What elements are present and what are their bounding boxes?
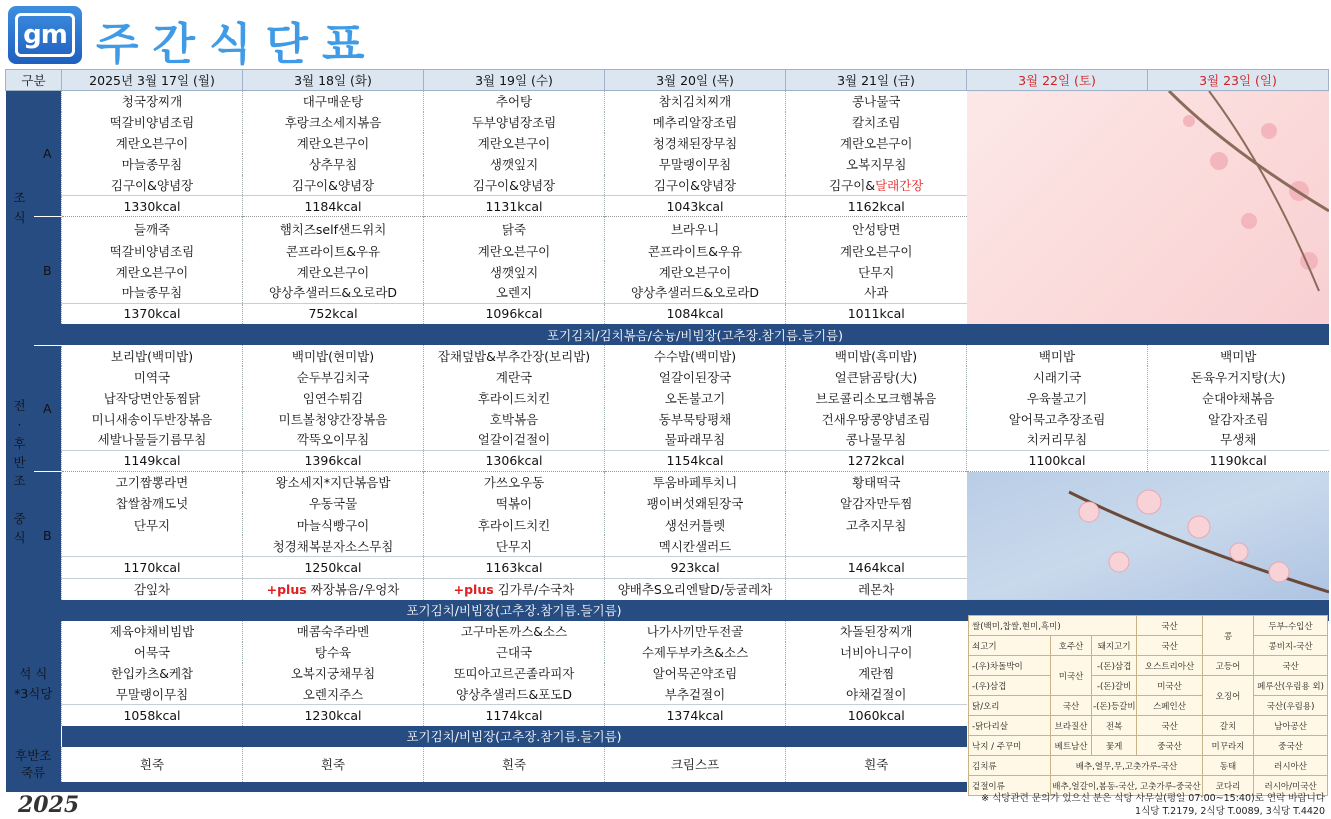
menu-cell: 계란찜 (786, 663, 967, 684)
menu-cell: 납작당면안동찜닭 (62, 387, 243, 408)
origin-cell: -닭다리살 (969, 716, 1051, 736)
menu-cell: 황태떡국 (786, 471, 967, 492)
menu-cell: 제육야채비빔밥 (62, 621, 243, 642)
origin-cell: 국산 (1254, 656, 1328, 676)
origin-cell: 쌀(백미,찹쌀,현미,흑미) (969, 616, 1137, 636)
section-porridge: 후반조 죽류 (6, 747, 62, 782)
origin-cell: 국산 (1137, 636, 1203, 656)
menu-cell: 돈육우거지탕(大) (1148, 366, 1329, 387)
menu-cell: 야채겉절이 (786, 684, 967, 705)
menu-cell: 콘프라이트&우유 (243, 240, 424, 261)
menu-cell: 양상추샐러드&포도D (424, 684, 605, 705)
menu-cell: 1190kcal (1148, 450, 1329, 471)
origin-cell: 호주산 (1051, 636, 1092, 656)
menu-cell: 참치김치찌개 (605, 91, 786, 112)
menu-cell: 추어탕 (424, 91, 605, 112)
origin-row (969, 756, 1328, 776)
menu-cell: 시래기국 (967, 366, 1148, 387)
menu-cell: 매콤숙주라멘 (243, 621, 424, 642)
table-row (6, 387, 1329, 408)
header-day: 3월 21일 (금) (786, 70, 967, 91)
menu-cell: 김구이&양념장 (424, 175, 605, 196)
table-row (6, 429, 1329, 450)
page-title: 주간식단표 (96, 19, 379, 70)
gm-logo (8, 6, 82, 64)
origin-cell: 남아공산 (1254, 716, 1328, 736)
menu-cell: 오돈불고기 (605, 387, 786, 408)
menu-cell: 브라우니 (605, 217, 786, 241)
table-row (6, 345, 1329, 366)
menu-cell: 투움바페투치니 (605, 471, 786, 492)
menu-cell: 계란오븐구이 (243, 133, 424, 154)
menu-cell: 1184kcal (243, 196, 424, 217)
origin-cell: 미국산 (1051, 656, 1092, 696)
menu-cell: 흰죽 (243, 747, 424, 782)
menu-cell: 단무지 (786, 261, 967, 282)
menu-cell: 나가사끼만두전골 (605, 621, 786, 642)
menu-cell: 또띠아고르곤졸라피자 (424, 663, 605, 684)
origin-table (968, 615, 1328, 796)
menu-cell: 들깨죽 (62, 217, 243, 241)
menu-cell: 김구이&양념장 (62, 175, 243, 196)
origin-row (969, 736, 1328, 756)
menu-cell: 단무지 (62, 514, 243, 535)
menu-cell: 후라이드치킨 (424, 514, 605, 535)
menu-cell: 칼치조림 (786, 112, 967, 133)
menu-cell: 얼큰닭곰탕(大) (786, 366, 967, 387)
menu-cell: 왕소세지*지단볶음밥 (243, 471, 424, 492)
origin-cell: -(돈)갈비 (1092, 676, 1137, 696)
menu-cell: 고추지무침 (786, 514, 967, 535)
menu-cell: 1370kcal (62, 303, 243, 324)
origin-cell: 코다리 (1202, 776, 1253, 796)
menu-cell (62, 535, 243, 556)
menu-cell: 우동국물 (243, 492, 424, 513)
menu-cell: 1149kcal (62, 450, 243, 471)
menu-cell: 브로콜리소모크햄볶음 (786, 387, 967, 408)
header-gubun: 구분 (6, 70, 62, 91)
menu-cell: 상추무침 (243, 154, 424, 175)
menu-cell: 알감자조림 (1148, 408, 1329, 429)
menu-cell: 양배추S오리엔탈D/둥굴레차 (605, 578, 786, 599)
menu-cell: 보리밥(백미밥) (62, 345, 243, 366)
origin-cell: 쇠고기 (969, 636, 1051, 656)
origin-cell: 스페인산 (1137, 696, 1203, 716)
menu-cell: 계란오븐구이 (243, 261, 424, 282)
menu-cell: 떡갈비양념조림 (62, 112, 243, 133)
dinner-common-bar: 포기김치/비빔장(고추장.참기름.들기름) (62, 726, 967, 747)
menu-cell: 1163kcal (424, 557, 605, 578)
menu-cell: 752kcal (243, 303, 424, 324)
header-day: 3월 19일 (수) (424, 70, 605, 91)
breakfast-bar-row (6, 324, 1329, 345)
menu-cell: 수수밥(백미밥) (605, 345, 786, 366)
footer-line2: 1식당 T.2179, 2식당 T.0089, 3식당 T.4420 (1135, 806, 1325, 817)
menu-cell: 무말랭이무침 (62, 684, 243, 705)
origin-cell: 페루산(우림용 외) (1254, 676, 1328, 696)
year-signature: 2025 (18, 792, 80, 818)
menu-cell: 알어묵고추장조림 (967, 408, 1148, 429)
origin-cell: 콩 (1202, 616, 1253, 656)
menu-cell: 알어묵곤약조림 (605, 663, 786, 684)
origin-cell: 중국산 (1254, 736, 1328, 756)
menu-cell: 1084kcal (605, 303, 786, 324)
menu-cell: 후랑크소세지볶음 (243, 112, 424, 133)
origin-cell: 베트남산 (1051, 736, 1092, 756)
menu-cell: 1230kcal (243, 705, 424, 726)
header-day: 3월 20일 (목) (605, 70, 786, 91)
menu-cell: 단무지 (424, 535, 605, 556)
menu-cell: 흰죽 (424, 747, 605, 782)
menu-cell: 레몬차 (786, 578, 967, 599)
menu-cell: 흰죽 (786, 747, 967, 782)
menu-cell: 생선커틀렛 (605, 514, 786, 535)
origin-cell: 미국산 (1137, 676, 1203, 696)
menu-cell: 햄치즈self샌드위치 (243, 217, 424, 241)
section-lunch: 전 · 후 반 조 중 식 (6, 345, 34, 600)
logo-text: gm (15, 13, 75, 57)
origin-cell: -(돈)등갈비 (1092, 696, 1137, 716)
origin-cell: 미꾸라지 (1202, 736, 1253, 756)
menu-cell: 계란오븐구이 (424, 133, 605, 154)
origin-cell: 국산 (1051, 696, 1092, 716)
table-row (6, 91, 1329, 112)
menu-cell: 미니새송이두반장볶음 (62, 408, 243, 429)
menu-cell: 계란오븐구이 (786, 133, 967, 154)
section-breakfast: 조 식 (6, 91, 34, 325)
origin-cell: 국산 (1137, 716, 1203, 736)
cherry-blossom-image-pink (967, 91, 1329, 325)
menu-cell: 1043kcal (605, 196, 786, 217)
menu-cell: 수제두부카츠&소스 (605, 642, 786, 663)
menu-cell: 1058kcal (62, 705, 243, 726)
menu-cell: 1272kcal (786, 450, 967, 471)
menu-cell: 팽이버섯왜된장국 (605, 492, 786, 513)
menu-cell: 크림스프 (605, 747, 786, 782)
menu-cell: 찹쌀참깨도넛 (62, 492, 243, 513)
menu-cell: 계란오븐구이 (62, 261, 243, 282)
origin-row (969, 696, 1328, 716)
menu-cell: 감잎차 (62, 578, 243, 599)
menu-cell: 계란오븐구이 (424, 240, 605, 261)
header-day: 2025년 3월 17일 (월) (62, 70, 243, 91)
menu-cell: 어묵국 (62, 642, 243, 663)
menu-cell: 1011kcal (786, 303, 967, 324)
menu-cell: 오복지궁채무침 (243, 663, 424, 684)
menu-cell: 떡갈비양념조림 (62, 240, 243, 261)
header-day-saturday: 3월 22일 (토) (967, 70, 1148, 91)
menu-cell: 깍뚝오이무침 (243, 429, 424, 450)
origin-cell: 러시아산 (1254, 756, 1328, 776)
menu-cell: 계란오븐구이 (62, 133, 243, 154)
menu-cell: 김구이&양념장 (605, 175, 786, 196)
menu-cell: 가쓰오우동 (424, 471, 605, 492)
menu-cell: 한입카츠&케찹 (62, 663, 243, 684)
origin-cell: 동태 (1202, 756, 1253, 776)
menu-cell: 양상추샐러드&오로라D (243, 282, 424, 303)
menu-cell: 1131kcal (424, 196, 605, 217)
origin-cell: -(우)차돌박이 (969, 656, 1051, 676)
menu-cell: 계란국 (424, 366, 605, 387)
menu-cell: 1306kcal (424, 450, 605, 471)
lunch-common-bar: 포기김치/비빔장(고추장.참기름.들기름) (62, 600, 967, 621)
menu-cell: 백미밥 (1148, 345, 1329, 366)
menu-cell: 청경채복분자소스무침 (243, 535, 424, 556)
origin-row (969, 616, 1328, 636)
origin-cell: 겉절이류 (969, 776, 1051, 796)
menu-cell: 세발나물들기름무침 (62, 429, 243, 450)
menu-cell: 닭죽 (424, 217, 605, 241)
menu-cell: 얼갈이겉절이 (424, 429, 605, 450)
menu-cell: 두부양념장조림 (424, 112, 605, 133)
origin-cell: 러시아/미국산 (1254, 776, 1328, 796)
menu-cell: 사과 (786, 282, 967, 303)
origin-cell: 브라질산 (1051, 716, 1092, 736)
menu-cell: 오렌지주스 (243, 684, 424, 705)
menu-cell: 물파래무침 (605, 429, 786, 450)
menu-cell: 청경채된장무침 (605, 133, 786, 154)
menu-cell: 후라이드치킨 (424, 387, 605, 408)
origin-cell: 오징어 (1202, 676, 1253, 716)
menu-cell: 콩나물무침 (786, 429, 967, 450)
menu-cell: 1464kcal (786, 557, 967, 578)
table-row (6, 450, 1329, 471)
table-row (6, 366, 1329, 387)
menu-cell: 김구이&양념장 (243, 175, 424, 196)
origin-row (969, 656, 1328, 676)
menu-cell: 1162kcal (786, 196, 967, 217)
menu-cell: 계란오븐구이 (605, 261, 786, 282)
subsection-b: B (34, 217, 62, 325)
menu-cell: 잡채덮밥&부추간장(보리밥) (424, 345, 605, 366)
menu-cell: 안성탕면 (786, 217, 967, 241)
menu-cell: 김구이&달래간장 (786, 175, 967, 196)
subsection-a: A (34, 345, 62, 471)
menu-cell: 생깻잎지 (424, 154, 605, 175)
menu-cell: 1330kcal (62, 196, 243, 217)
menu-cell: 오렌지 (424, 282, 605, 303)
origin-cell: 배추,얼갈이,봄동-국산, 고춧가루-중국산 (1051, 776, 1203, 796)
menu-cell: 메추리알장조림 (605, 112, 786, 133)
menu-cell: 마늘종무침 (62, 154, 243, 175)
origin-row (969, 676, 1328, 696)
origin-cell: 배추,열무,무,고춧가루-국산 (1051, 756, 1203, 776)
subsection-a: A (34, 91, 62, 217)
menu-cell: 1250kcal (243, 557, 424, 578)
menu-cell: +plus 김가루/수국차 (424, 578, 605, 599)
table-row (6, 408, 1329, 429)
origin-cell: 돼지고기 (1092, 636, 1137, 656)
menu-cell (786, 535, 967, 556)
menu-cell: 마늘식빵구이 (243, 514, 424, 535)
origin-cell: 국산 (1137, 616, 1203, 636)
menu-cell: 무말랭이무침 (605, 154, 786, 175)
origin-cell: 닭/오리 (969, 696, 1051, 716)
origin-cell: 갈치 (1202, 716, 1253, 736)
menu-cell: 1174kcal (424, 705, 605, 726)
subsection-b: B (34, 471, 62, 600)
menu-cell: 알감자만두찜 (786, 492, 967, 513)
menu-cell: 너비아니구이 (786, 642, 967, 663)
menu-cell: 오복지무침 (786, 154, 967, 175)
menu-cell: 치커리무침 (967, 429, 1148, 450)
menu-cell: 순두부김치국 (243, 366, 424, 387)
origin-cell: 국산(우림용) (1254, 696, 1328, 716)
menu-cell: 대구매운탕 (243, 91, 424, 112)
menu-cell: 미트볼청양간장볶음 (243, 408, 424, 429)
menu-cell: 양상추샐러드&오로라D (605, 282, 786, 303)
table-row (6, 471, 1329, 492)
menu-cell: 생깻잎지 (424, 261, 605, 282)
menu-cell: 1100kcal (967, 450, 1148, 471)
menu-cell: 미역국 (62, 366, 243, 387)
menu-cell: 콘프라이트&우유 (605, 240, 786, 261)
menu-cell: 청국장찌개 (62, 91, 243, 112)
menu-cell: +plus 짜장볶음/우엉차 (243, 578, 424, 599)
menu-cell: 1154kcal (605, 450, 786, 471)
menu-cell: 마늘종무침 (62, 282, 243, 303)
menu-cell: 호박볶음 (424, 408, 605, 429)
origin-cell: -(돈)삼겹 (1092, 656, 1137, 676)
menu-cell: 건새우땅콩양념조림 (786, 408, 967, 429)
origin-cell: 전복 (1092, 716, 1137, 736)
menu-cell: 콩나물국 (786, 91, 967, 112)
section-dinner: 석 식 *3식당 (6, 621, 62, 747)
menu-cell: 1374kcal (605, 705, 786, 726)
menu-cell: 1060kcal (786, 705, 967, 726)
menu-cell: 1170kcal (62, 557, 243, 578)
origin-cell: 오스트리아산 (1137, 656, 1203, 676)
origin-cell: 낙지 / 주꾸미 (969, 736, 1051, 756)
origin-cell: 콩비지-국산 (1254, 636, 1328, 656)
menu-cell: 흰죽 (62, 747, 243, 782)
menu-cell: 백미밥 (967, 345, 1148, 366)
menu-cell: 무생채 (1148, 429, 1329, 450)
origin-cell: -(우)삼겹 (969, 676, 1051, 696)
origin-cell: 고등어 (1202, 656, 1253, 676)
menu-cell: 동부묵탕평채 (605, 408, 786, 429)
origin-cell: 중국산 (1137, 736, 1203, 756)
menu-cell: 1396kcal (243, 450, 424, 471)
footer-note (981, 792, 1325, 818)
menu-cell: 임연수튀김 (243, 387, 424, 408)
origin-cell: 꽃게 (1092, 736, 1137, 756)
header-day: 3월 18일 (화) (243, 70, 424, 91)
menu-cell: 부추겉절이 (605, 684, 786, 705)
menu-cell: 떡볶이 (424, 492, 605, 513)
origin-row (969, 716, 1328, 736)
menu-cell: 우육불고기 (967, 387, 1148, 408)
menu-cell: 근대국 (424, 642, 605, 663)
menu-cell: 923kcal (605, 557, 786, 578)
menu-cell: 계란오븐구이 (786, 240, 967, 261)
menu-cell: 백미밥(현미밥) (243, 345, 424, 366)
menu-cell: 1096kcal (424, 303, 605, 324)
menu-cell: 순대야채볶음 (1148, 387, 1329, 408)
menu-cell: 멕시칸샐러드 (605, 535, 786, 556)
origin-cell: 김치류 (969, 756, 1051, 776)
menu-cell: 탕수육 (243, 642, 424, 663)
header-row (6, 70, 1329, 91)
origin-row (969, 636, 1328, 656)
breakfast-common-bar: 포기김치/김치볶음/숭늉/비빔장(고추장.참기름.들기름) (62, 324, 1329, 345)
menu-cell: 차돌된장찌개 (786, 621, 967, 642)
origin-cell: 두부-수입산 (1254, 616, 1328, 636)
header-day-sunday: 3월 23일 (일) (1148, 70, 1329, 91)
menu-cell: 백미밥(흑미밥) (786, 345, 967, 366)
footer-line1: ※ 식당관련 문의가 있으신 분은 식당 사무실(평일 07:00~15:40)로 연락 바랍니다 (981, 793, 1325, 804)
menu-cell: 얼갈이된장국 (605, 366, 786, 387)
menu-cell: 고기짬뽕라면 (62, 471, 243, 492)
cherry-blossom-image-blue (967, 471, 1329, 600)
menu-cell: 고구마돈까스&소스 (424, 621, 605, 642)
